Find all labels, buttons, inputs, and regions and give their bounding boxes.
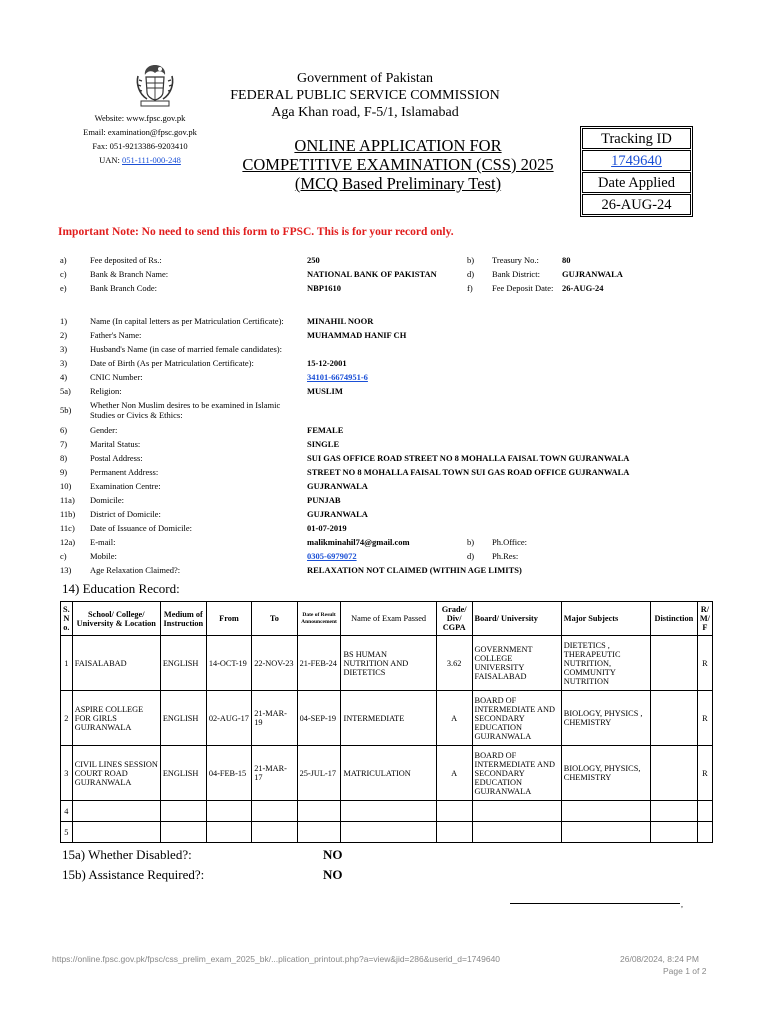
cell-grade: [436, 801, 472, 822]
tracking-id-label: Tracking ID: [582, 128, 691, 149]
government-heading: [220, 70, 510, 121]
field-label: Whether Non Muslim desires to be examined in Islamic Studies or Civics & Ethics:: [90, 400, 281, 420]
date-applied-label: Date Applied: [582, 172, 691, 193]
field-num: d): [467, 551, 475, 561]
cell-board: [472, 822, 561, 843]
field-value: SINGLE: [307, 439, 340, 449]
gov-line-2: FEDERAL PUBLIC SERVICE COMMISSION: [230, 88, 500, 103]
table-row: [61, 636, 713, 691]
education-table: [60, 601, 713, 843]
field-num: 5a): [60, 386, 71, 396]
field-value: FEMALE: [307, 425, 344, 435]
fee-label-d: Bank District:: [492, 269, 540, 279]
cell-distinction: [650, 746, 697, 801]
cell-result-date: [297, 822, 341, 843]
field-label: Religion:: [90, 386, 122, 396]
fee-key-a: a): [60, 255, 67, 265]
cell-subjects: [561, 801, 650, 822]
field-row-husband: [60, 344, 720, 354]
field-row-domicile-date: [60, 523, 720, 533]
cell-sno: 1: [61, 636, 73, 691]
fee-key-d: d): [467, 269, 475, 279]
gov-line-3: Aga Khan road, F-5/1, Islamabad: [271, 105, 459, 120]
field-row-permanent: [60, 467, 720, 477]
col-from: From: [206, 602, 251, 636]
field-row-dob: [60, 358, 720, 368]
uan-label: UAN:: [99, 155, 123, 165]
cell-sno: 5: [61, 822, 73, 843]
field-row-marital: [60, 439, 720, 449]
fee-key-e: e): [60, 283, 67, 293]
field-label: Date of Birth (As per Matriculation Certificate):: [90, 358, 254, 368]
field-label: District of Domicile:: [90, 509, 161, 519]
cell-from: 14-OCT-19: [206, 636, 251, 691]
signature-mark: ,: [681, 900, 683, 909]
cell-board: BOARD OF INTERMEDIATE AND SECONDARY EDUCATION GUJRANWALA: [472, 691, 561, 746]
cell-school: CIVIL LINES SESSION COURT ROAD GUJRANWALA: [72, 746, 160, 801]
field-row-gender: [60, 425, 720, 435]
field-num: 6): [60, 425, 68, 435]
cell-exam: MATRICULATION: [341, 746, 436, 801]
fee-key-c: c): [60, 269, 67, 279]
field-row-domicile-district: [60, 509, 720, 519]
cell-from: [206, 822, 251, 843]
field-label: Date of Issuance of Domicile:: [90, 523, 192, 533]
field-label: Husband's Name (in case of married female candidates):: [90, 344, 282, 354]
disabled-question: 15a) Whether Disabled?:: [62, 847, 192, 862]
government-emblem-icon: [133, 62, 177, 108]
education-record-title: 14) Education Record:: [62, 581, 180, 596]
field-label: E-mail:: [90, 537, 116, 547]
fee-value-d: GUJRANWALA: [562, 269, 623, 279]
field-row-religion: [60, 386, 720, 396]
field-row-domicile: [60, 495, 720, 505]
cell-school: [72, 822, 160, 843]
cell-exam: [341, 822, 436, 843]
col-subjects: Major Subjects: [561, 602, 650, 636]
ph-res-label: Ph.Res:: [492, 551, 519, 561]
field-value: GUJRANWALA: [307, 481, 368, 491]
cell-distinction: [650, 691, 697, 746]
field-value: MUHAMMAD HANIF CH: [307, 330, 407, 340]
fee-value-f: 26-AUG-24: [562, 283, 604, 293]
table-row: [61, 746, 713, 801]
col-exam: Name of Exam Passed: [341, 602, 436, 636]
table-row: [61, 801, 713, 822]
cell-exam: [341, 801, 436, 822]
cell-sno: 4: [61, 801, 73, 822]
col-grade: Grade/ Div/ CGPA: [436, 602, 472, 636]
cell-sno: 2: [61, 691, 73, 746]
field-value: MINAHIL NOOR: [307, 316, 374, 326]
col-result-date: Date of Result Announcement: [297, 602, 341, 636]
email-value: malikminahil74@gmail.com: [307, 537, 410, 547]
cell-grade: A: [436, 746, 472, 801]
field-num: 10): [60, 481, 72, 491]
cell-medium: [160, 822, 206, 843]
title-line-3: (MCQ Based Preliminary Test): [294, 174, 502, 193]
field-num: 3): [60, 358, 68, 368]
field-row-age-relaxation: [60, 565, 720, 575]
date-applied-value: 26-AUG-24: [582, 194, 691, 215]
signature-line: [510, 903, 680, 904]
field-label: Father's Name:: [90, 330, 142, 340]
field-num: 7): [60, 439, 68, 449]
gov-line-1: Government of Pakistan: [296, 71, 434, 86]
field-label: Domicile:: [90, 495, 124, 505]
disabled-answer: NO: [323, 847, 343, 862]
website-text: Website: www.fpsc.gov.pk: [94, 113, 186, 123]
cell-school: FAISALABAD: [72, 636, 160, 691]
ph-office-label: Ph.Office:: [492, 537, 528, 547]
uan-text: [60, 153, 220, 167]
footer-page: Page 1 of 2: [663, 966, 707, 976]
cell-medium: ENGLISH: [160, 636, 206, 691]
cell-rmf: R: [697, 636, 712, 691]
footer-datetime: 26/08/2024, 8:24 PM: [620, 954, 699, 964]
fax-text: Fax: 051-9213386-9203410: [92, 141, 188, 151]
field-row-email: [60, 537, 720, 547]
field-num: 5b): [60, 405, 72, 415]
field-value: MUSLIM: [307, 386, 343, 396]
field-value: STREET NO 8 MOHALLA FAISAL TOWN SUI GAS ROAD OFFICE GUJRANWALA: [307, 467, 630, 477]
table-row: [61, 691, 713, 746]
field-value: SUI GAS OFFICE ROAD STREET NO 8 MOHALLA FAISAL TOWN GUJRANWALA: [307, 453, 630, 463]
fee-key-f: f): [467, 283, 473, 293]
cell-from: 02-AUG-17: [206, 691, 251, 746]
tracking-id-link[interactable]: 1749640: [582, 150, 691, 171]
field-value: 15-12-2001: [307, 358, 347, 368]
email-text: Email: examination@fpsc.gov.pk: [83, 127, 197, 137]
title-line-1: ONLINE APPLICATION FOR: [294, 136, 502, 155]
col-rmf: R/ M/ F: [697, 602, 712, 636]
cell-result-date: 04-SEP-19: [297, 691, 341, 746]
field-row-name: [60, 316, 720, 326]
field-num: c): [60, 551, 67, 561]
cell-rmf: [697, 801, 712, 822]
cell-rmf: [697, 822, 712, 843]
fee-row-e: [60, 283, 720, 293]
footer-url: https://online.fpsc.gov.pk/fpsc/css_prelim_exam_2025_bk/...plication_printout.php?a=view&jid=286&userid_d=1749640: [52, 954, 501, 964]
fee-value-a: 250: [307, 255, 320, 265]
field-num: 3): [60, 344, 68, 354]
fee-value-b: 80: [562, 255, 571, 265]
field-label: Examination Centre:: [90, 481, 161, 491]
field-row-centre: [60, 481, 720, 491]
cell-subjects: BIOLOGY, PHYSICS, CHEMISTRY: [561, 746, 650, 801]
field-row-postal: [60, 453, 720, 463]
col-distinction: Distinction: [650, 602, 697, 636]
cell-result-date: [297, 801, 341, 822]
field-num: b): [467, 537, 475, 547]
table-header-row: [61, 602, 713, 636]
field-row-islamic-studies: [60, 400, 720, 422]
tracking-box: [580, 126, 693, 217]
cell-result-date: 21-FEB-24: [297, 636, 341, 691]
cell-result-date: 25-JUL-17: [297, 746, 341, 801]
col-medium: Medium of Instruction: [160, 602, 206, 636]
cell-medium: ENGLISH: [160, 746, 206, 801]
fee-row-a: [60, 255, 720, 265]
cnic-link[interactable]: 34101-6674951-6: [307, 372, 368, 382]
field-label: Mobile:: [90, 551, 117, 561]
cell-to: [252, 822, 297, 843]
cell-rmf: R: [697, 691, 712, 746]
cell-distinction: [650, 801, 697, 822]
uan-link[interactable]: 051-111-000-248: [122, 155, 181, 165]
cell-subjects: DIETETICS , THERAPEUTIC NUTRITION, COMMUNITY NUTRITION: [561, 636, 650, 691]
fee-value-e: NBP1610: [307, 283, 341, 293]
fee-key-b: b): [467, 255, 475, 265]
field-num: 12a): [60, 537, 76, 547]
field-label: Postal Address:: [90, 453, 143, 463]
field-label: Age Relaxation Claimed?:: [90, 565, 181, 575]
cell-grade: 3.62: [436, 636, 472, 691]
cell-medium: [160, 801, 206, 822]
cell-distinction: [650, 636, 697, 691]
cell-school: [72, 801, 160, 822]
contact-info: [60, 111, 220, 167]
cell-rmf: R: [697, 746, 712, 801]
cell-subjects: [561, 822, 650, 843]
field-num: 8): [60, 453, 68, 463]
cell-board: BOARD OF INTERMEDIATE AND SECONDARY EDUCATION GUJRANWALA: [472, 746, 561, 801]
cell-exam: INTERMEDIATE: [341, 691, 436, 746]
cell-to: 21-MAR-17: [252, 746, 297, 801]
field-value: RELAXATION NOT CLAIMED (WITHIN AGE LIMITS): [307, 565, 522, 575]
field-label: Gender:: [90, 425, 118, 435]
field-value: PUNJAB: [307, 495, 341, 505]
field-label: Marital Status:: [90, 439, 141, 449]
fee-value-c: NATIONAL BANK OF PAKISTAN: [307, 269, 437, 279]
assistance-question: 15b) Assistance Required?:: [62, 867, 205, 882]
col-school: School/ College/ University & Location: [72, 602, 160, 636]
field-num: 9): [60, 467, 68, 477]
cell-board: [472, 801, 561, 822]
field-row-father: [60, 330, 720, 340]
field-label: CNIC Number:: [90, 372, 143, 382]
field-num: 11c): [60, 523, 75, 533]
table-row: [61, 822, 713, 843]
fee-label-b: Treasury No.:: [492, 255, 539, 265]
assistance-answer: NO: [323, 867, 343, 882]
fee-label-e: Bank Branch Code:: [90, 283, 158, 293]
cell-from: 04-FEB-15: [206, 746, 251, 801]
field-label: Permanent Address:: [90, 467, 159, 477]
fee-label-c: Bank & Branch Name:: [90, 269, 169, 279]
cell-exam: BS HUMAN NUTRITION AND DIETETICS: [341, 636, 436, 691]
fee-label-f: Fee Deposit Date:: [492, 283, 554, 293]
cell-sno: 3: [61, 746, 73, 801]
col-board: Board/ University: [472, 602, 561, 636]
cell-board: GOVERNMENT COLLEGE UNIVERSITY FAISALABAD: [472, 636, 561, 691]
col-to: To: [252, 602, 297, 636]
cell-subjects: BIOLOGY, PHYSICS , CHEMISTRY: [561, 691, 650, 746]
cell-to: 21-MAR-19: [252, 691, 297, 746]
field-num: 11a): [60, 495, 75, 505]
field-num: 11b): [60, 509, 76, 519]
cell-to: 22-NOV-23: [252, 636, 297, 691]
cell-school: ASPIRE COLLEGE FOR GIRLS GUJRANWALA: [72, 691, 160, 746]
cell-to: [252, 801, 297, 822]
field-value: GUJRANWALA: [307, 509, 368, 519]
important-note: Important Note: No need to send this form to FPSC. This is for your record only.: [58, 226, 454, 238]
fee-row-c: [60, 269, 720, 279]
application-title: [228, 136, 568, 193]
field-label: Name (In capital letters as per Matriculation Certificate):: [90, 316, 284, 326]
title-line-2: COMPETITIVE EXAMINATION (CSS) 2025: [242, 155, 554, 174]
col-sno: S. N o.: [61, 602, 73, 636]
field-num: 1): [60, 316, 68, 326]
field-num: 4): [60, 372, 68, 382]
cell-grade: A: [436, 691, 472, 746]
cell-distinction: [650, 822, 697, 843]
field-num: 13): [60, 565, 72, 575]
field-num: 2): [60, 330, 68, 340]
field-row-cnic: [60, 372, 720, 382]
field-value: 01-07-2019: [307, 523, 347, 533]
cell-from: [206, 801, 251, 822]
fee-label-a: Fee deposited of Rs.:: [90, 255, 162, 265]
field-row-mobile: [60, 551, 720, 561]
mobile-link[interactable]: 0305-6979072: [307, 551, 357, 561]
cell-grade: [436, 822, 472, 843]
cell-medium: ENGLISH: [160, 691, 206, 746]
